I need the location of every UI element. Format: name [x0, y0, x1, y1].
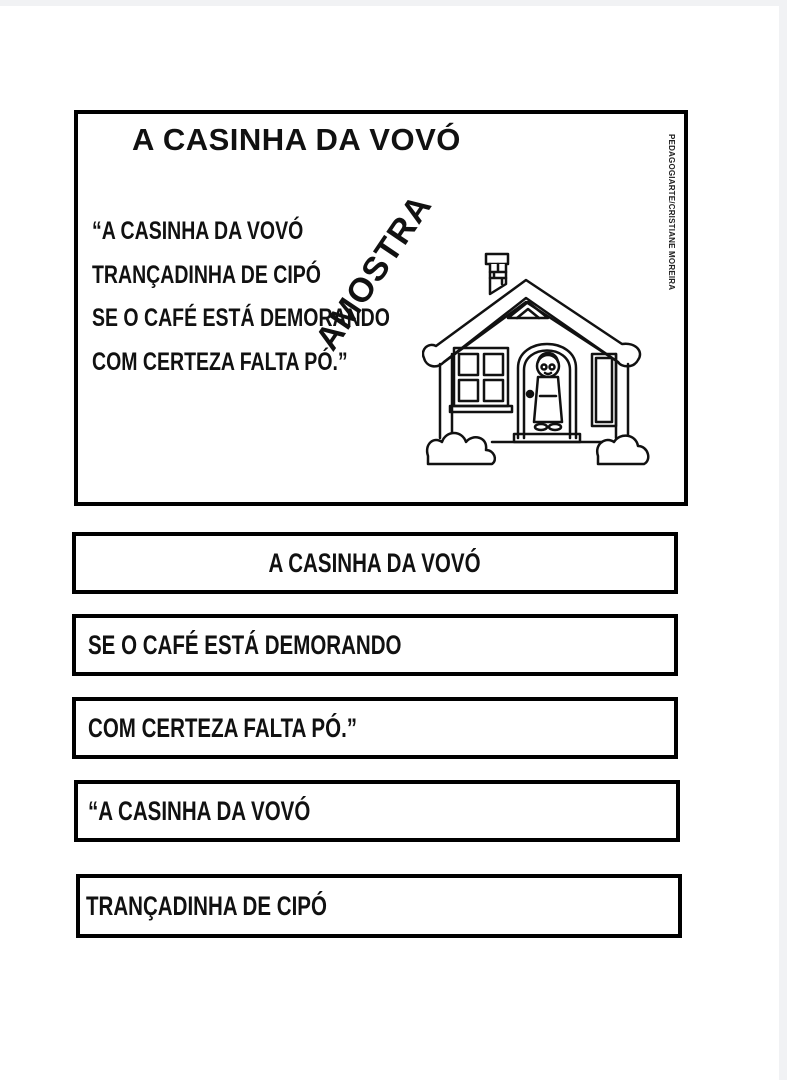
- poem-card: [74, 110, 688, 506]
- strip-line-3: [72, 614, 678, 676]
- poem-line-2: TRANÇADINHA DE CIPÓ: [92, 260, 321, 289]
- strip-line-4: [72, 697, 678, 759]
- card-title: A CASINHA DA VOVÓ: [132, 122, 461, 157]
- poem-line-1: “A CASINHA DA VOVÓ: [92, 217, 304, 245]
- strip-line-2-text: TRANÇADINHA DE CIPÓ: [86, 890, 327, 921]
- strip-line-4-text: COM CERTEZA FALTA PÓ.”: [88, 712, 358, 743]
- poem-line-4: COM CERTEZA FALTA PÓ.”: [92, 347, 348, 376]
- strip-title: [72, 532, 678, 594]
- strip-line-1-text: “A CASINHA DA VOVÓ: [88, 795, 311, 826]
- author-credit: PEDAGOGIARTE/CRISTIANE MOREIRA: [667, 134, 676, 291]
- strip-line-3-text: SE O CAFÉ ESTÁ DEMORANDO: [88, 629, 402, 660]
- strip-title-text: A CASINHA DA VOVÓ: [268, 547, 482, 578]
- sample-watermark: AMOSTRA: [308, 187, 440, 358]
- poem-line-3: SE O CAFÉ ESTÁ DEMORANDO: [92, 304, 390, 332]
- house-with-grandma-icon: [422, 246, 654, 478]
- worksheet-page: [0, 6, 779, 1080]
- strip-line-2: [76, 874, 682, 938]
- strip-line-1: [74, 780, 680, 842]
